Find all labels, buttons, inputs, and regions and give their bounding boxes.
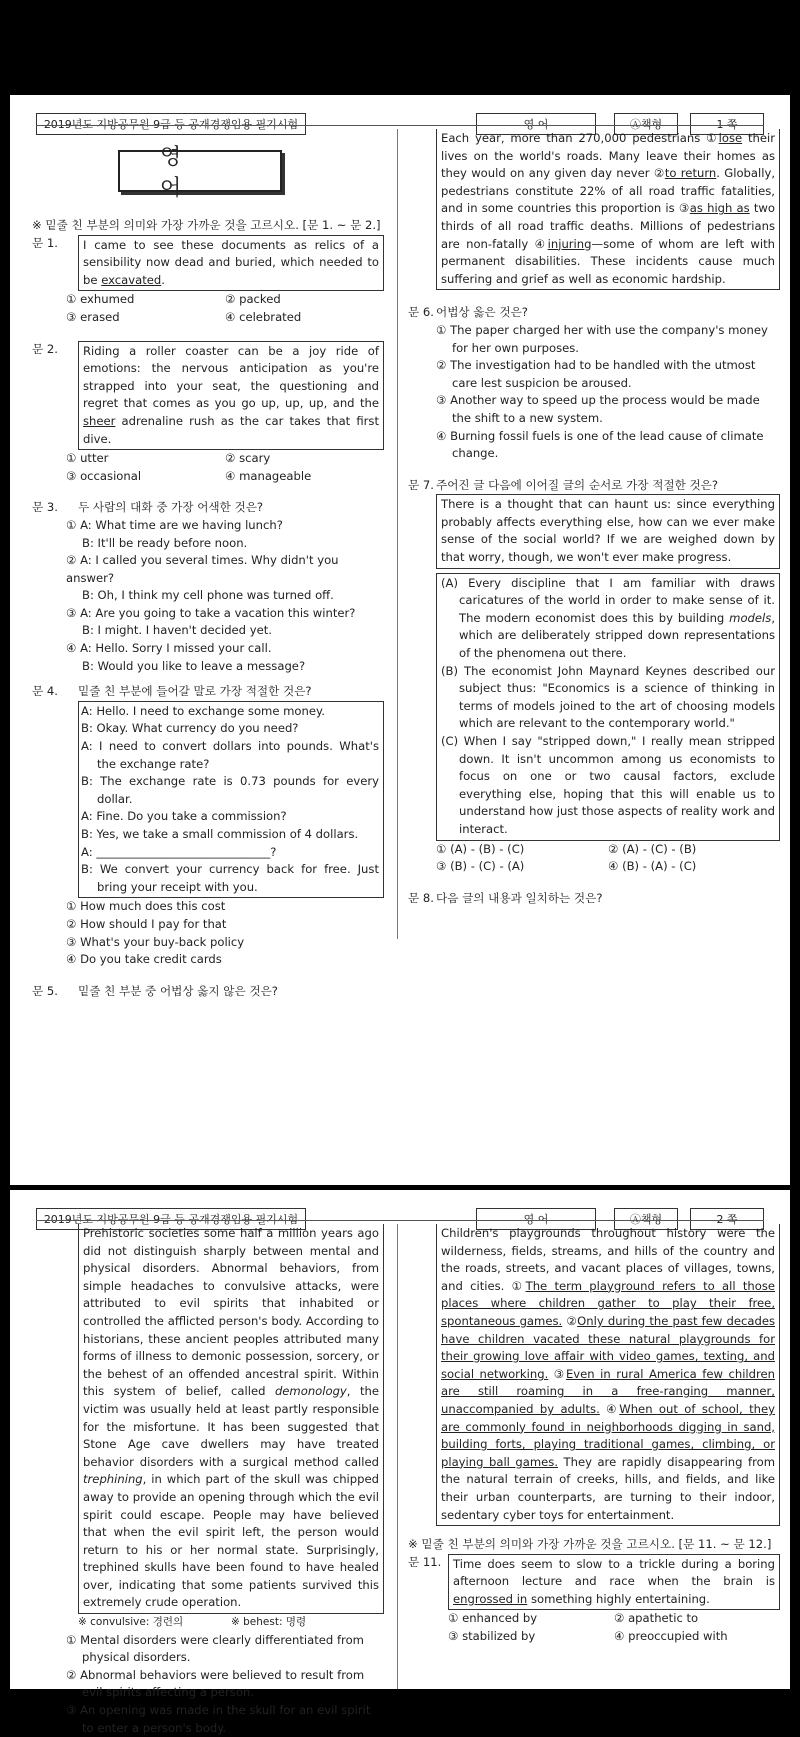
- option-3[interactable]: ③ (B) - (C) - (A): [436, 859, 525, 874]
- question-5: [32, 983, 384, 1001]
- question-1-options: [32, 291, 384, 326]
- question-7-given: There is a thought that can haunt us: since everything probably affects everything else, how can we ever make sense of the social world? If we are weighed down by that worry, though, we won't ever make progress.: [436, 494, 780, 568]
- exam-page-2: [10, 1190, 790, 1735]
- option-2[interactable]: ② (A) - (C) - (B): [608, 841, 697, 856]
- dialog-line: A: I need to convert dollars into pounds. What's the exchange rate?: [81, 739, 379, 771]
- question-number: 문 3.: [32, 500, 58, 515]
- instruction: ※ 밑줄 친 부분의 의미와 가장 가까운 것을 고르시오. [문 1. ~ 문 2.]: [32, 218, 381, 232]
- column-divider: [397, 129, 398, 939]
- question-11-passage: Time does seem to slow to a trickle during a boring afternoon lecture and race when the brain is engrossed in something highly entertaining.: [448, 1554, 780, 1611]
- subject-label: 영 어: [476, 1208, 596, 1230]
- right-column: [408, 129, 780, 907]
- instruction: ※ 밑줄 친 부분의 의미와 가장 가까운 것을 고르시오. [문 11. ~ 문 12.]: [408, 1537, 772, 1552]
- option-2-b: B: Oh, I think my cell phone was turned off.: [82, 588, 334, 603]
- option-2[interactable]: ② Abnormal behaviors were believed to result from evil spirits affecting a person.: [66, 1667, 365, 1700]
- option-2-a[interactable]: ② A: I called you several times. Why didn't you answer?: [66, 553, 339, 585]
- question-7: [408, 477, 780, 495]
- question-4: [32, 683, 384, 701]
- question-number: 문 5.: [32, 983, 58, 998]
- question-5-passage: Each year, more than 270,000 pedestrians ①lose their lives on the world's roads. Many leave their homes as they would on any given day never ②to return. Globally, pedestrians constitute 22% of all road traffic fatalities, and in some countries this proportion is ③as high as two thirds of all road traffic deaths. Millions of pedestrians are non-fatally ④injuring—some of whom are left with permanent disabilities. These incidents cause much suffering and grief as well as economic hardship.: [436, 129, 780, 290]
- question-2: [32, 341, 384, 451]
- option-4[interactable]: ④ Do you take credit cards: [66, 952, 222, 967]
- option-2[interactable]: ② apathetic to: [614, 1611, 699, 1626]
- dialog-line: B: We convert your currency back for free. Just bring your receipt with you.: [81, 862, 379, 894]
- option-4[interactable]: ④ manageable: [225, 468, 312, 483]
- question-stem: 다음 글의 내용과 일치하는 것은?: [436, 890, 603, 905]
- question-6: [408, 304, 780, 322]
- option-4[interactable]: ④ Burning fossil fuels is one of the lead cause of climate change.: [436, 428, 764, 461]
- question-7-options: [408, 841, 780, 876]
- option-1[interactable]: ① Mental disorders were clearly differentiated from physical disorders.: [66, 1632, 364, 1665]
- question-3-options: [32, 517, 384, 675]
- option-1[interactable]: ① utter: [66, 451, 109, 466]
- question-stem: 밑줄 친 부분에 들어갈 말로 가장 적절한 것은?: [78, 684, 312, 699]
- right-column: [408, 1224, 780, 1646]
- option-2[interactable]: ② scary: [225, 451, 271, 466]
- dialog-blank: A: ______________________________?: [81, 844, 277, 859]
- dialog-line: A: Hello. I need to exchange some money.: [81, 703, 325, 718]
- booklet-type: Ⓐ책형: [614, 113, 678, 135]
- underlined-word: engrossed in: [453, 1591, 528, 1606]
- dialog-line: A: Fine. Do you take a commission?: [81, 809, 287, 824]
- page-number: 2 쪽: [690, 1208, 764, 1230]
- question-8: [408, 890, 780, 908]
- option-3[interactable]: ③ What's your buy-back policy: [66, 934, 245, 949]
- option-3[interactable]: ③ erased: [66, 309, 120, 324]
- question-stem: 어법상 옳은 것은?: [436, 305, 528, 320]
- column-divider: [397, 1224, 398, 1689]
- exam-page-1: [10, 95, 790, 1185]
- exam-name: 2019년도 지방공무원 9급 등 공개경쟁임용 필기시험: [36, 113, 306, 135]
- option-2[interactable]: ② packed: [225, 292, 281, 307]
- question-number: 문 11.: [408, 1554, 442, 1569]
- left-column: [32, 1224, 384, 1737]
- question-6-options: [408, 322, 780, 463]
- option-4-b: B: Would you like to leave a message?: [82, 658, 306, 673]
- question-11-options: [408, 1610, 780, 1645]
- booklet-type: Ⓐ책형: [614, 1208, 678, 1230]
- question-number: 문 7.: [408, 477, 434, 492]
- option-1[interactable]: ① The paper charged her with use the company's money for her own purposes.: [436, 322, 768, 355]
- question-8-passage: Prehistoric societies some half a million years ago did not distinguish sharply between mental and physical disorders. Abnormal behaviors, from simple headaches to convulsive attacks, were attributed to evil spirits that inhabited or controlled the afflicted person's body. According to historians, these ancient peoples attributed many forms of illness to demonic possession, sorcery, or the behest of an offended ancestral spirit. Within this system of belief, called demonology, the victim was usually held at least partly responsible for the misfortune. It has been suggested that Stone Age cave dwellers may have treated behavior disorders with a surgical method called trephining, in which part of the skull was chipped away to provide an opening through which the evil spirit could escape. People may have believed that when the evil spirit left, the person would return to his or her normal state. Surprisingly, trephined skulls have been found to have healed over, indicating that some patients survived this extremely crude operation.: [78, 1224, 384, 1614]
- underlined-word: sheer: [83, 413, 116, 428]
- question-4-dialog: [78, 701, 384, 899]
- question-number: 문 4.: [32, 684, 58, 699]
- question-7-paragraphs: [436, 573, 780, 841]
- question-number: 문 1.: [32, 235, 58, 250]
- option-3[interactable]: ③ occasional: [66, 468, 142, 483]
- underlined-word: excavated: [101, 272, 162, 287]
- paragraph-a: (A) Every discipline that I am familiar with draws caricatures of the world in order to make sense of it. The modern economist does this by building models, which are deliberately stripped down representations of the phenomena out there.: [441, 575, 775, 661]
- question-1: [32, 235, 384, 292]
- paragraph-b: (B) The economist John Maynard Keynes described our subject thus: "Economics is a science of thinking in terms of models joined to the art of choosing models which are relevant to the contemporary world.": [441, 663, 775, 731]
- left-column: [32, 217, 384, 1000]
- option-4[interactable]: ④ preoccupied with: [614, 1629, 728, 1644]
- option-4[interactable]: ④ celebrated: [225, 309, 302, 324]
- option-4[interactable]: ④ (B) - (A) - (C): [608, 859, 697, 874]
- header-rule: [36, 125, 764, 126]
- question-8-options: [32, 1632, 384, 1737]
- question-2-passage: Riding a roller coaster can be a joy ride of emotions: the nervous anticipation as you're strapped into your seat, the questioning and regret that comes as you go up, up, up, and the sheer adrenaline rush as the car takes that first dive.: [78, 341, 384, 451]
- dialog-line: B: Yes, we take a small commission of 4 dollars.: [81, 827, 359, 841]
- subject-title: 영어: [118, 150, 282, 192]
- question-9-passage: Children's playgrounds throughout history were the wilderness, fields, streams, and hills of the country and the roads, streets, and vacant places of villages, towns, and cities. ①The term playground refers to all those places where children gather to play their free, spontaneous games. ②Only during the past few decades have children vacated these natural playgrounds for their growing love affair with video games, texting, and social networking. ③Even in rural America few children are still roaming in a free-ranging manner, unaccompanied by adults. ④When out of school, they are commonly found in neighborhoods digging in sand, building forts, playing traditional games, climbing, or playing ball games. They are rapidly disappearing from the natural terrain of creeks, hills, and fields, and like their urban counterparts, are turning to their indoor, sedentary cyber toys for entertainment.: [436, 1224, 780, 1526]
- option-1-a[interactable]: ① A: What time are we having lunch?: [66, 517, 283, 532]
- option-1[interactable]: ① How much does this cost: [66, 899, 226, 914]
- question-stem: 주어진 글 다음에 이어질 글의 순서로 가장 적절한 것은?: [436, 477, 719, 492]
- subject-label: 영 어: [476, 113, 596, 135]
- page-number: 1 쪽: [690, 113, 764, 135]
- vocab-notes: [32, 1614, 384, 1632]
- dialog-line: B: Okay. What currency do you need?: [81, 721, 299, 736]
- option-3-a[interactable]: ③ A: Are you going to take a vacation this winter?: [66, 605, 356, 620]
- exam-name: 2019년도 지방공무원 9급 등 공개경쟁임용 필기시험: [36, 1208, 306, 1230]
- question-number: 문 6.: [408, 305, 434, 320]
- question-2-options: [32, 450, 384, 485]
- option-4-a[interactable]: ④ A: Hello. Sorry I missed your call.: [66, 641, 272, 656]
- dialog-line: B: The exchange rate is 0.73 pounds for every dollar.: [81, 774, 379, 806]
- question-stem: 밑줄 친 부분 중 어법상 옳지 않은 것은?: [78, 983, 278, 998]
- paragraph-c: (C) When I say "stripped down," I really mean stripped down. It isn't uncommon among us economists to focus on one or two causal factors, exclude everything else, hoping that this will enable us to understand how just those aspects of reality work and interact.: [441, 734, 775, 836]
- note-behest: ※ behest: 명령: [231, 1616, 307, 1629]
- note-convulsive: ※ convulsive: 경련의: [78, 1616, 184, 1629]
- question-number: 문 2.: [32, 341, 58, 356]
- question-4-options: [32, 898, 384, 968]
- question-1-passage: I came to see these documents as relics of a sensibility now dead and buried, which needed to be excavated.: [78, 235, 384, 292]
- question-3: [32, 499, 384, 517]
- question-stem: 두 사람의 대화 중 가장 어색한 것은?: [78, 500, 264, 515]
- option-1-b: B: It'll be ready before noon.: [82, 535, 248, 550]
- option-2[interactable]: ② The investigation had to be handled with the utmost care lest suspicion be aroused.: [436, 358, 756, 390]
- option-3[interactable]: ③ stabilized by: [448, 1629, 536, 1644]
- option-2[interactable]: ② How should I pay for that: [66, 916, 227, 931]
- header-rule: [36, 1220, 764, 1221]
- option-1[interactable]: ① (A) - (B) - (C): [436, 841, 525, 856]
- question-11: [408, 1554, 780, 1611]
- question-number: 문 8.: [408, 890, 434, 905]
- option-3-b: B: I might. I haven't decided yet.: [82, 623, 272, 638]
- option-3[interactable]: ③ An opening was made in the skull for an evil spirit to enter a person's body.: [66, 1703, 371, 1735]
- option-1[interactable]: ① enhanced by: [448, 1611, 538, 1626]
- option-3[interactable]: ③ Another way to speed up the process would be made the shift to a new system.: [436, 393, 760, 425]
- option-1[interactable]: ① exhumed: [66, 292, 135, 307]
